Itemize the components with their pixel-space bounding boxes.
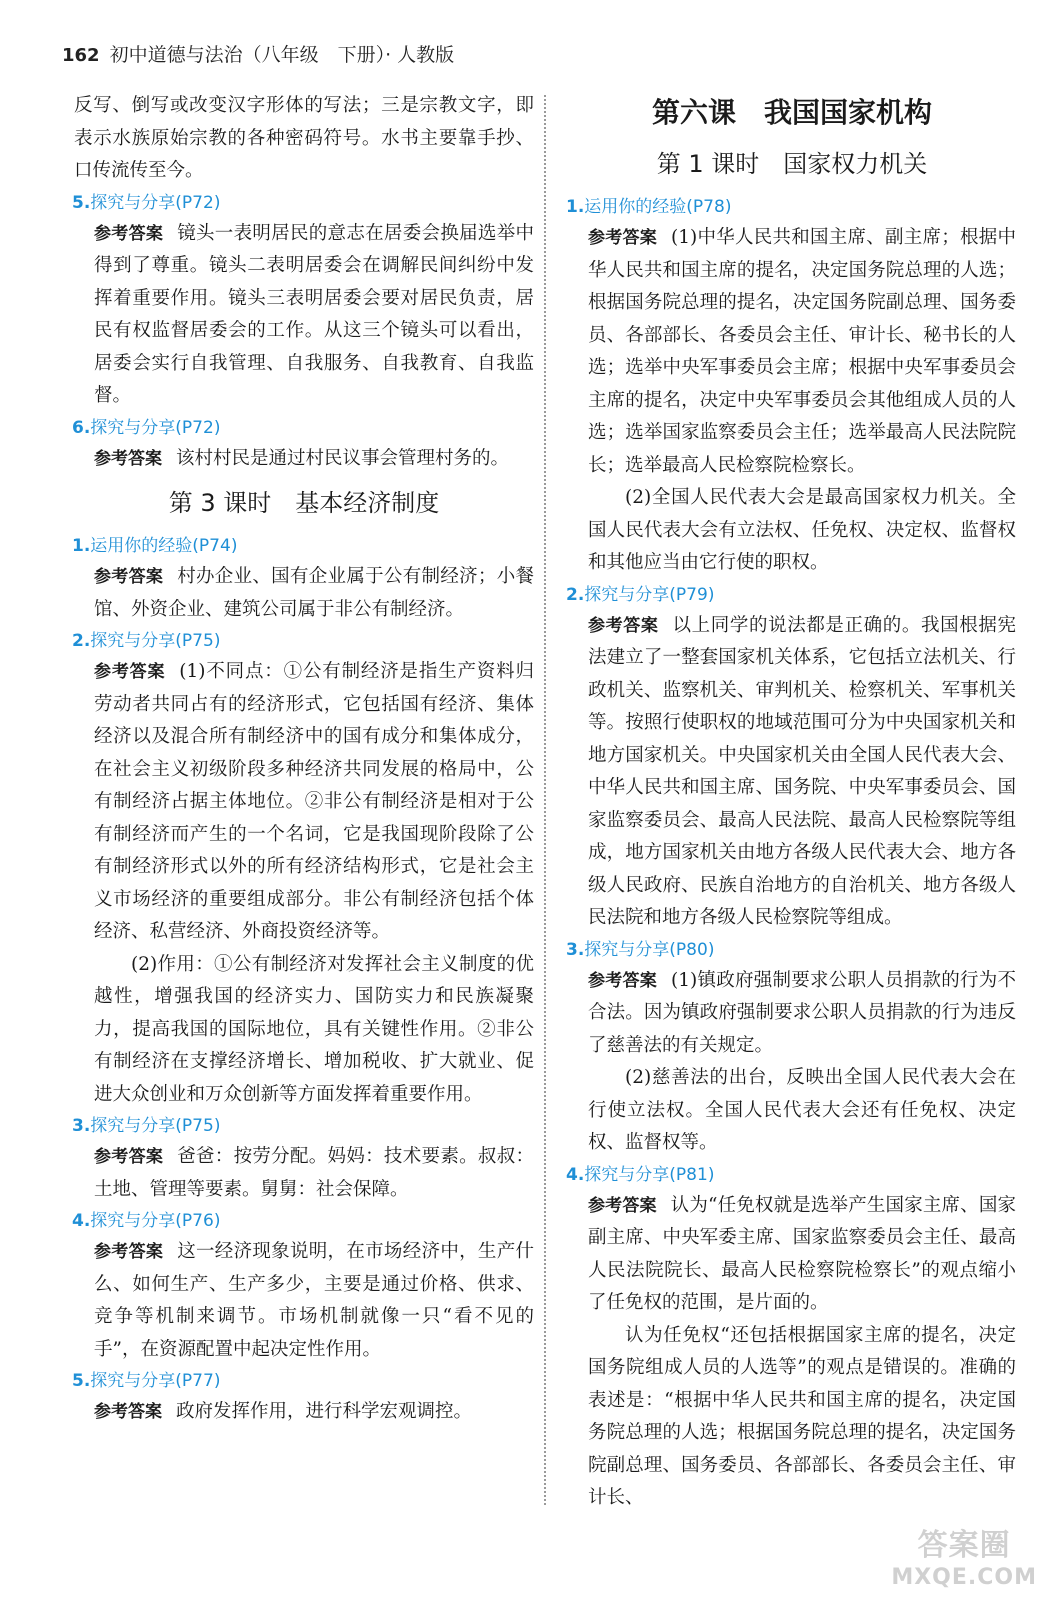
answer-text: 以上同学的说法都是正确的。我国根据宪法建立了一整套国家机关体系，它包括立法机关、行政机关、监察机关、审判机关、检察机关、军事机关等。按照行使职权的地域范围可分为中央国家机关和地方国家机关。中央国家机关由全国人民代表大会、中华人民共和国主席、国务院、中央军事委员会、国家监察委员会、最高人民法院、最高人民检察院等组成，地方国家机关由地方各级人民代表大会、地方各级人民政府、民族自治地方的自治机关、地方各级人民法院和地方各级人民检察院等组成。 <box>588 614 1016 928</box>
answer-text: 政府发挥作用，进行科学宏观调控。 <box>176 1401 473 1422</box>
page-header <box>62 40 454 67</box>
section-title: 第 3 课时 基本经济制度 <box>168 489 440 517</box>
right-column <box>568 90 1016 1515</box>
answer-block <box>74 218 534 413</box>
answer-block <box>568 222 1016 482</box>
answer-label: 参考答案 <box>94 1242 164 1262</box>
question-heading: 5.探究与分享(P77) <box>72 1371 221 1391</box>
answer-label: 参考答案 <box>94 223 164 244</box>
answer-label: 参考答案 <box>94 448 162 469</box>
section-title: 第 1 课时 国家权力机关 <box>656 150 928 178</box>
answer-label: 参考答案 <box>588 228 658 248</box>
answer-text: 认为“任免权就是选举产生国家主席、国家副主席、中央军委主席、国家监察委员会主任、最高人民法院院长、最高人民检察院检察长”的观点缩小了任免权的范围，是片面的。 <box>588 1194 1017 1313</box>
answer-block <box>74 1141 534 1206</box>
answer-text-continued: (2)慈善法的出台，反映出全国人民代表大会在行使立法权。全国人民代表大会还有任免权、决定权、监督权等。 <box>588 1067 1016 1153</box>
question-heading: 5.探究与分享(P72) <box>72 192 221 213</box>
answer-block <box>568 1190 1016 1320</box>
answer-text-continued: (2)作用：①公有制经济对发挥社会主义制度的优越性，增强我国的经济实力、国防实力和民族凝聚力，提高我国的国际地位，具有关键性作用。②非公有制经济在支撑经济增长、增加税收、扩大就业、促进大众创业和万众创新等方面发挥着重要作用。 <box>94 953 534 1105</box>
question-heading: 2.探究与分享(P75) <box>72 631 221 651</box>
question-heading: 3.探究与分享(P75) <box>72 1116 221 1136</box>
question-heading: 1.运用你的经验(P74) <box>72 536 238 556</box>
question-heading: 2.探究与分享(P79) <box>566 584 715 605</box>
question-heading: 4.探究与分享(P76) <box>72 1211 221 1231</box>
column-divider <box>544 95 546 1505</box>
answer-block <box>568 610 1016 935</box>
answer-block <box>74 561 534 626</box>
answer-label: 参考答案 <box>94 567 164 587</box>
intro-text: 反写、倒写或改变汉字形体的写法；三是宗教文字，即表示水族原始宗教的各种密码符号。水书主要靠手抄、口传流传至今。 <box>74 95 534 181</box>
answer-text: 镜头一表明居民的意志在居委会换届选举中得到了尊重。镜头二表明居委会在调解民间纠纷中发挥着重要作用。镜头三表明居委会要对居民负责，居民有权监督居委会的工作。从这三个镜头可以看出，居委会实行自我管理、自我服务、自我教育、自我监督。 <box>94 222 534 406</box>
book-title: 初中道德与法治（八年级 下册）· 人教版 <box>109 44 455 66</box>
answer-block <box>74 1236 534 1366</box>
question-heading: 3.探究与分享(P80) <box>566 939 715 960</box>
question-heading: 1.运用你的经验(P78) <box>566 197 732 217</box>
answer-label: 参考答案 <box>94 662 166 682</box>
answer-block <box>74 656 534 949</box>
watermark-logo: 答案圈 MXQE.COM <box>891 1528 1037 1590</box>
answer-text: (1)中华人民共和国主席、副主席；根据中华人民共和国主席的提名，决定国务院总理的人选；根据国务院总理的提名，决定国务院副总理、国务委员、各部部长、各委员会主任、审计长、秘书长的人选；选举中央军事委员会主席；根据中央军事委员会主席的提名，决定中央军事委员会其他组成人员的人选；选举国家监察委员会主任；选举最高人民法院院长；选举最高人民检察院检察长。 <box>588 227 1016 476</box>
answer-text-continued: (2)全国人民代表大会是最高国家权力机关。全国人民代表大会有立法权、任免权、决定权、监督权和其他应当由它行使的职权。 <box>588 487 1016 573</box>
answer-text: 村办企业、国有企业属于公有制经济；小餐馆、外资企业、建筑公司属于非公有制经济。 <box>94 566 534 620</box>
answer-label: 参考答案 <box>588 1195 657 1216</box>
question-heading: 6.探究与分享(P72) <box>72 417 221 438</box>
answer-label: 参考答案 <box>588 615 659 636</box>
page-number: 162 <box>62 45 100 66</box>
answer-label: 参考答案 <box>94 1402 162 1422</box>
question-heading: 4.探究与分享(P81) <box>566 1164 715 1185</box>
answer-text-continued: 认为任免权“还包括根据国家主席的提名，决定国务院组成人员的人选等”的观点是错误的。准确的表述是：“根据中华人民共和国主席的提名，决定国务院总理的人选；根据国务院总理的提名，决定国务院副总理、国务委员、各部部长、各委员会主任、审计长、 <box>588 1324 1016 1508</box>
answer-block <box>74 1396 534 1429</box>
answer-text: 该村村民是通过村民议事会管理村务的。 <box>176 447 510 469</box>
answer-text: 这一经济现象说明，在市场经济中，生产什么、如何生产、生产多少，主要是通过价格、供求、竞争等机制来调节。市场机制就像一只“看不见的手”，在资源配置中起决定性作用。 <box>94 1241 534 1360</box>
lesson-title: 第六课 我国国家机构 <box>651 96 932 129</box>
answer-label: 参考答案 <box>588 970 658 991</box>
answer-label: 参考答案 <box>94 1147 164 1167</box>
answer-text: (1)镇政府强制要求公职人员捐款的行为不合法。因为镇政府强制要求公职人员捐款的行为违反了慈善法的有关规定。 <box>588 969 1016 1056</box>
answer-block <box>568 965 1016 1063</box>
answer-text: (1)不同点：①公有制经济是指生产资料归劳动者共同占有的经济形式，它包括国有经济、集体经济以及混合所有制经济中的国有成分和集体成分，在社会主义初级阶段多种经济共同发展的格局中，公有制经济占据主体地位。②非公有制经济是相对于公有制经济而产生的一个名词，它是我国现阶段除了公有制经济形式以外的所有经济结构形式，它是社会主义市场经济的重要组成部分。非公有制经济包括个体经济、私营经济、外商投资经济等。 <box>94 661 534 942</box>
answer-block <box>74 443 534 476</box>
left-column <box>74 90 534 1429</box>
answer-text: 爸爸：按劳分配。妈妈：技术要素。叔叔：土地、管理等要素。舅舅：社会保障。 <box>94 1146 534 1200</box>
